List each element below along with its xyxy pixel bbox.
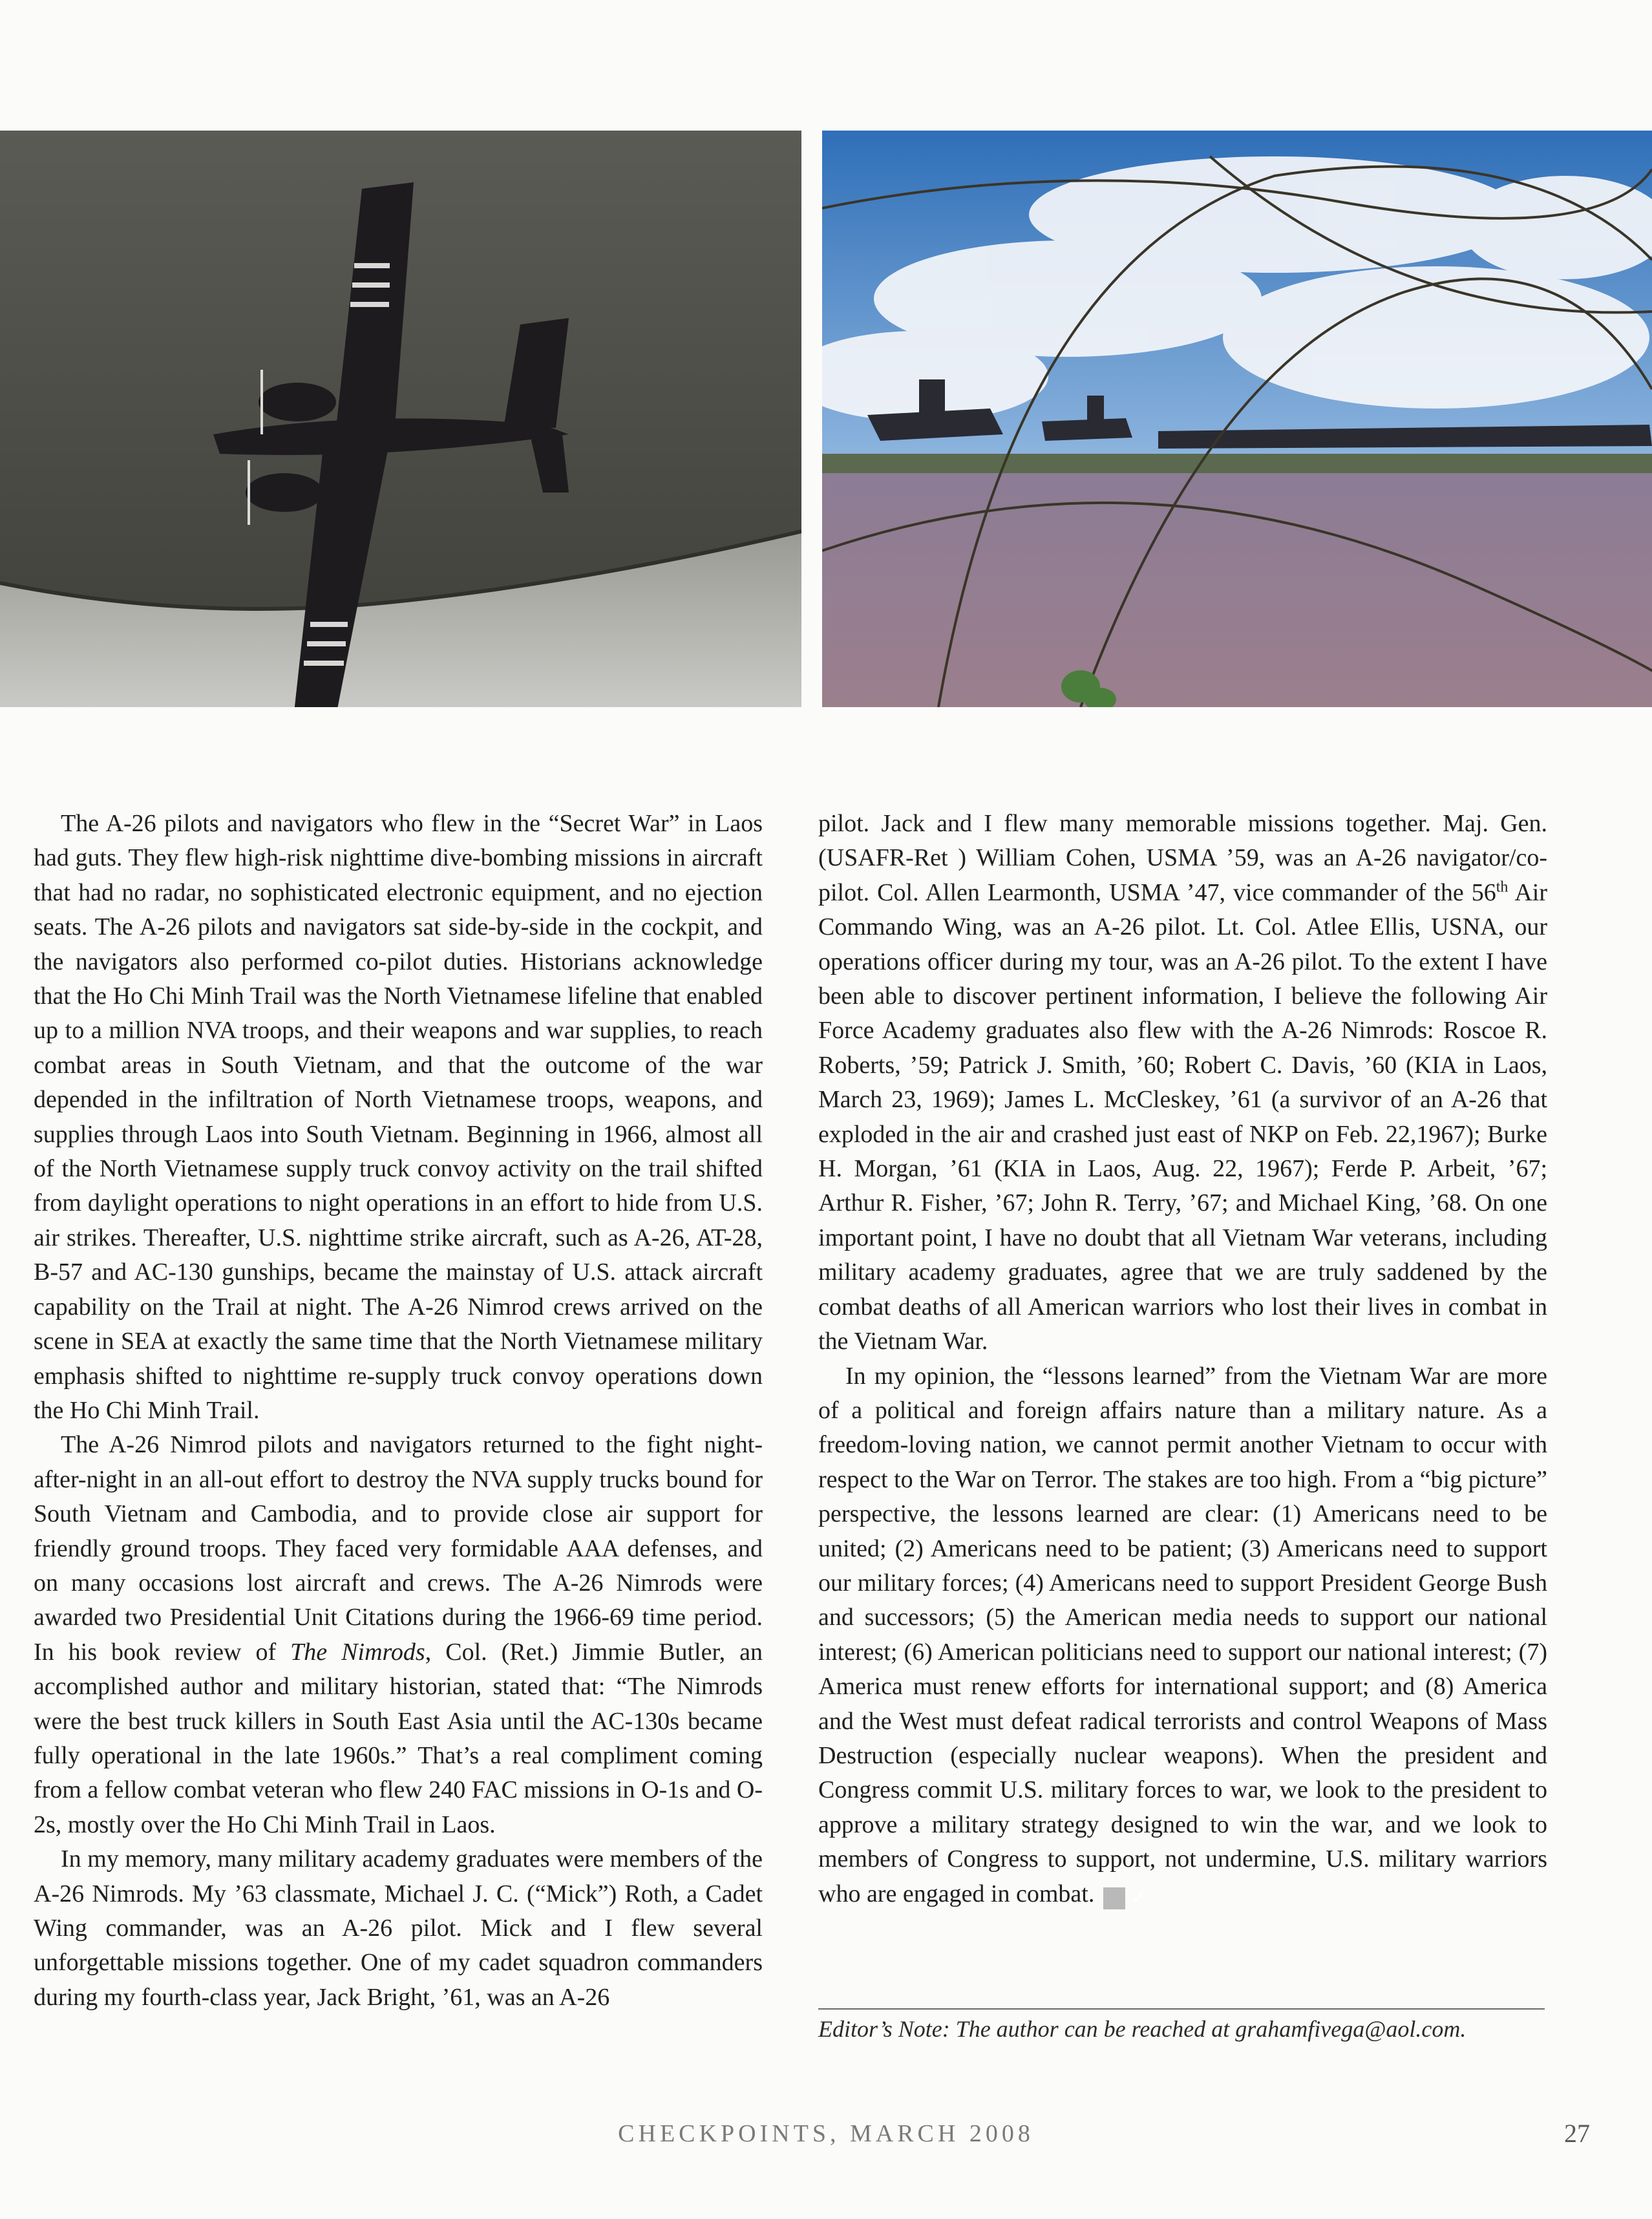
book-title: The Nimrods — [290, 1638, 425, 1666]
paragraph — [818, 807, 1547, 1359]
paragraph-text: The A-26 Nimrod pilots and navigators returned to the fight night-after-night in an all-out effort to destroy the NVA supply trucks bound for South Vietnam and Cambodia, and to provide close air support for friendly ground troops. They faced very formidable AAA defenses, and on many occasions lost aircraft and crews. The A-26 Nimrods were awarded two Presidential Unit Citations during the 1966-69 time period. In his book review of — [34, 1431, 763, 1666]
aircraft-photo-image — [0, 131, 801, 707]
barbed-wire-photo — [822, 131, 1652, 707]
end-checkmark-icon: ✓ — [1103, 1887, 1125, 1909]
ordinal-suffix: th — [1496, 878, 1509, 896]
paragraph — [34, 1428, 763, 1842]
article-column-left — [34, 807, 763, 2015]
editor-note: Editor’s Note: The author can be reached at grahamfivega@aol.com. — [818, 2016, 1467, 2042]
paragraph — [818, 1359, 1547, 1912]
paragraph-text: In my opinion, the “lessons learned” from the Vietnam War are more of a political and foreign affairs nature than a military nature. As a freedom-loving nation, we cannot permit another Vietnam to occur with respect to the War on Terror. The stakes are too high. From a “big picture” perspective, the lessons learned are clear: (1) Americans need to be united; (2) Americans need to be patient; (3) Americans need to support our military forces; (4) Americans need to support President George Bush and successors; (5) the American media needs to support our national interest; (6) American politicians need to support our national interest; (7) America must renew efforts for international support; and (8) America and the West must defeat radical terrorists and control Weapons of Mass Destruction (especially nuclear weapons). When the president and Congress commit U.S. military forces to war, we look to the president to approve a military strategy designed to win the war, and we look to members of Congress to support, not undermine, U.S. military warriors who are engaged in combat. — [818, 1362, 1547, 1907]
note-divider — [818, 2008, 1545, 2010]
footer-publication: CHECKPOINTS, MARCH 2008 — [618, 2120, 1034, 2147]
paragraph: In my memory, many military academy graduates were members of the A-26 Nimrods. My ’63 classmate, Michael J. C. (“Mick”) Roth, a Cadet Wing commander, was an A-26 pilot. Mick and I flew several unforgettable missions together. One of my cadet squadron commanders during my fourth-class year, Jack Bright, ’61, was an A-26 — [34, 1845, 763, 2011]
aircraft-photo — [0, 131, 801, 707]
paragraph-text: , Col. (Ret.) Jimmie Butler, an accomplished author and military historian, stated that: “The Nimrods were the best truck killers in South East Asia until the AC-130s became fully operational in the late 1960s.” That’s a real compliment coming from a fellow combat veteran who flew 240 FAC missions in O-1s and O-2s, mostly over the Ho Chi Minh Trail in Laos. — [34, 1638, 763, 1838]
article-column-right — [818, 807, 1547, 1911]
paragraph-text: Air Commando Wing, was an A-26 pilot. Lt. Col. Atlee Ellis, USNA, our operations officer during my tour, was an A-26 pilot. To the extent I have been able to discover pertinent information, I believe the following Air Force Academy graduates also flew with the A-26 Nimrods: Roscoe R. Roberts, ’59; Patrick J. Smith, ’60; Robert C. Davis, ’60 (KIA in Laos, March 23, 1969); James L. McCleskey, ’61 (a survivor of an A-26 that exploded in the air and crashed just east of NKP on Feb. 22,1967); Burke H. Morgan, ’61 (KIA in Laos, Aug. 22, 1967); Ferde P. Arbeit, ’67; Arthur R. Fisher, ’67; John R. Terry, ’67; and Michael King, ’68. On one important point, I have no doubt that all Vietnam War veterans, including military academy graduates, agree that we are truly saddened by the combat deaths of all American warriors who lost their lives in combat in the Vietnam War. — [818, 878, 1547, 1355]
paragraph-text: pilot. Jack and I flew many memorable missions together. Maj. Gen. (USAFR-Ret ) William Cohen, USMA ’59, was an A-26 navigator/co-pilot. Col. Allen Learmonth, USMA ’47, vice commander of the 56 — [818, 810, 1547, 906]
page-number: 27 — [1564, 2119, 1590, 2148]
barbed-wire-photo-image — [822, 131, 1652, 707]
paragraph: The A-26 pilots and navigators who flew in the “Secret War” in Laos had guts. They flew high-risk nighttime dive-bombing missions in aircraft that had no radar, no sophisticated electronic equipment, and no ejection seats. The A-26 pilots and navigators sat side-by-side in the cockpit, and the navigators also performed co-pilot duties. Historians acknowledge that the Ho Chi Minh Trail was the North Vietnamese lifeline that enabled up to a million NVA troops, and their weapons and war supplies, to reach combat areas in South Vietnam, and that the outcome of the war depended in the infiltration of North Vietnamese troops, weapons, and supplies through Laos into South Vietnam. Beginning in 1966, almost all of the North Vietnamese supply truck convoy activity on the trail shifted from daylight operations to night operations in an effort to hide from U.S. air strikes. Thereafter, U.S. nighttime strike aircraft, such as A-26, AT-28, B-57 and AC-130 gunships, became the mainstay of U.S. attack aircraft capability on the Trail at night. The A-26 Nimrod crews arrived on the scene in SEA at exactly the same time that the North Vietnamese military emphasis shifted to nighttime re-supply truck convoy operations down the Ho Chi Minh Trail. — [34, 810, 763, 1424]
